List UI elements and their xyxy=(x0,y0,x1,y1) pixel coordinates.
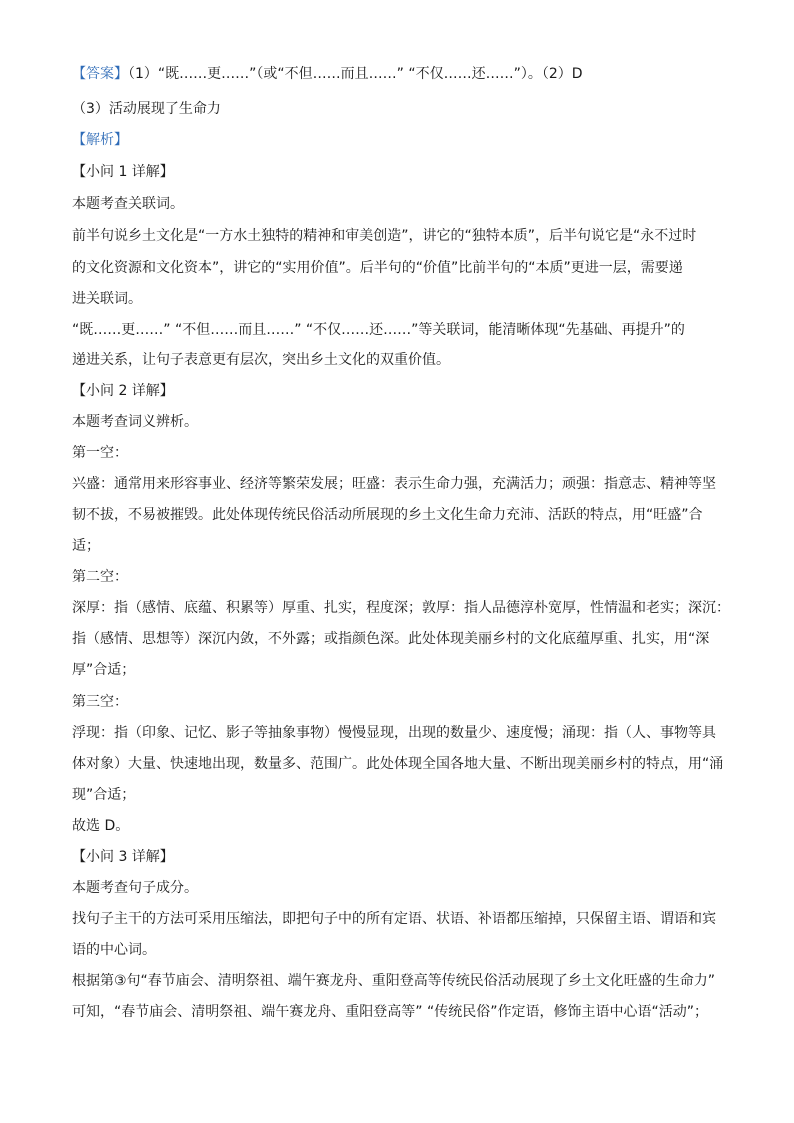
answer-line-1 xyxy=(72,64,742,84)
q2-line: 兴盛：通常用来形容事业、经济等繁荣发展；旺盛：表示生命力强，充满活力；顽强：指意志、精神等坚 xyxy=(72,476,716,492)
q2-heading: 【小问 2 详解】 xyxy=(72,383,174,399)
answer-text-1: （1）“既……更……”（或“不但……而且……” “不仅……还……”）。（2）D xyxy=(128,66,583,82)
q1-line: 本题考查关联词。 xyxy=(72,196,184,212)
q3-line: 找句子主干的方法可采用压缩法，即把句子中的所有定语、状语、补语都压缩掉，只保留主语、谓语和宾 xyxy=(72,911,716,927)
q1-line: “既……更……” “不但……而且……” “不仅……还……”等关联词，能清晰体现“先基础、再提升”的 xyxy=(72,322,685,338)
q2-line: 适； xyxy=(72,538,100,554)
q2-line: 本题考查词义辨析。 xyxy=(72,414,198,430)
q3-line: 语的中心词。 xyxy=(72,942,156,958)
q3-line: 可知，“春节庙会、清明祭祖、端午赛龙舟、重阳登高等” “传统民俗”作定语，修饰主语中心语“活动”； xyxy=(72,1004,708,1020)
q1-line: 递进关系，让句子表意更有层次，突出乡土文化的双重价值。 xyxy=(72,352,450,368)
analysis-tag: 【解析】 xyxy=(72,132,128,148)
q1-line: 前半句说乡土文化是“一方水土独特的精神和审美创造”，讲它的“独特本质”，后半句说它是“永不过时 xyxy=(72,228,697,244)
q1-line: 进关联词。 xyxy=(72,291,142,307)
q2-line: 厚”合适； xyxy=(72,662,136,678)
q2-line: 第二空： xyxy=(72,569,128,585)
q2-line: 浮现：指（印象、记忆、影子等抽象事物）慢慢显现，出现的数量少、速度慢；涌现：指（人、事物等具 xyxy=(72,725,716,741)
q1-heading: 【小问 1 详解】 xyxy=(72,164,174,180)
q2-line: 体对象）大量、快速地出现，数量多、范围广。此处体现全国各地大量、不断出现美丽乡村的特点，用“涌 xyxy=(72,756,724,772)
q3-line: 本题考查句子成分。 xyxy=(72,880,198,896)
q2-line: 韧不拔，不易被摧毁。此处体现传统民俗活动所展现的乡土文化生命力充沛、活跃的特点，用“旺盛”合 xyxy=(72,507,703,523)
answer-tag: 【答案】 xyxy=(72,66,128,82)
q2-line: 故选 D。 xyxy=(72,818,130,834)
answer-line-2: （3）活动展现了生命力 xyxy=(72,101,221,117)
q2-line: 深厚：指（感情、底蕴、积累等）厚重、扎实，程度深；敦厚：指人品德淳朴宽厚，性情温和老实；深沉： xyxy=(72,600,730,616)
q2-line: 第三空： xyxy=(72,694,128,710)
q3-heading: 【小问 3 详解】 xyxy=(72,849,174,865)
q2-line: 现”合适； xyxy=(72,787,136,803)
q2-line: 指（感情、思想等）深沉内敛，不外露；或指颜色深。此处体现美丽乡村的文化底蕴厚重、扎实，用“深 xyxy=(72,631,710,647)
q2-line: 第一空： xyxy=(72,445,128,461)
q3-line: 根据第③句“春节庙会、清明祭祖、端午赛龙舟、重阳登高等传统民俗活动展现了乡土文化旺盛的生命力” xyxy=(72,973,716,989)
q1-line: 的文化资源和文化资本”，讲它的“实用价值”。后半句的“价值”比前半句的“本质”更进一层，需要递 xyxy=(72,260,683,276)
